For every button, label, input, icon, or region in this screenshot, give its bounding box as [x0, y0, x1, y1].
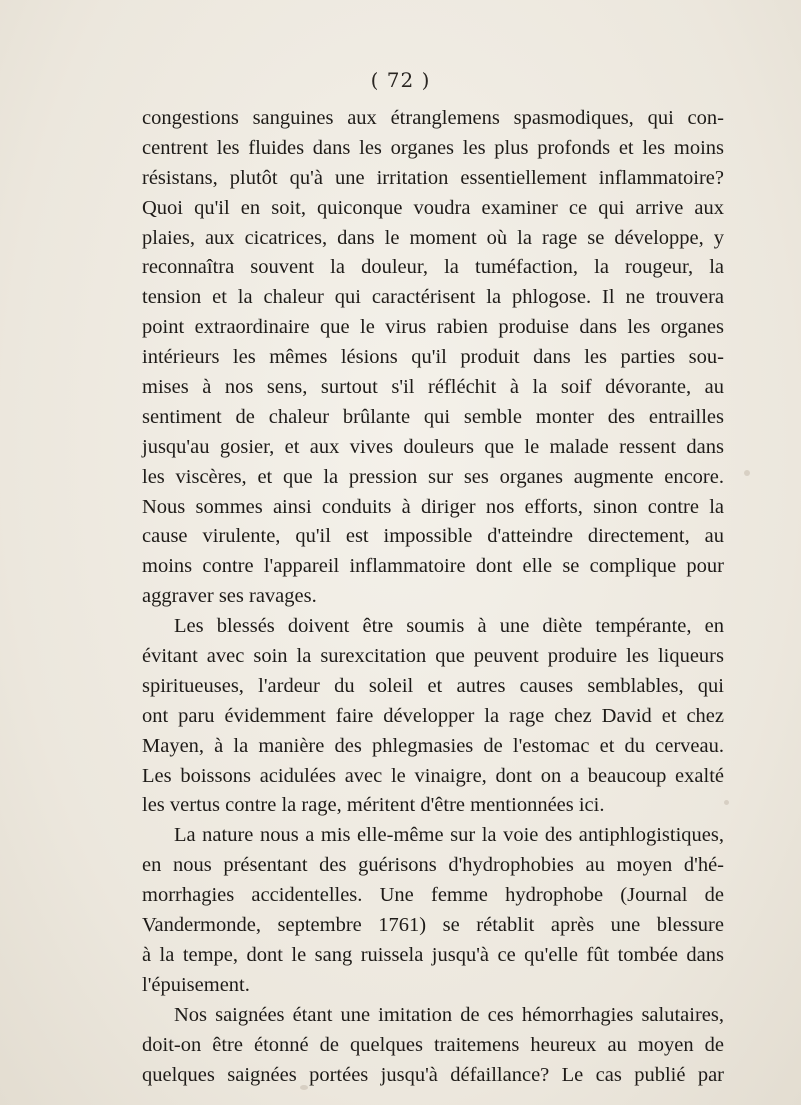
text-line: Les blessés doivent être soumis à une diète tempérante, en: [174, 615, 724, 638]
page-number: ( 72 ): [370, 68, 431, 92]
text-line: La nature nous a mis elle-même sur la voie des antiphlogistiques,: [174, 824, 724, 847]
text-line: Les boissons acidulées avec le vinaigre, dont on a beaucoup exalté: [142, 764, 724, 787]
text-line: en nous présentant des guérisons d'hydrophobies au moyen d'hé-: [142, 854, 724, 877]
text-line: mises à nos sens, surtout s'il réfléchit à la soif dévorante, au: [142, 376, 724, 399]
text-line: reconnaîtra souvent la douleur, la tuméfaction, la rougeur, la: [142, 256, 724, 279]
text-line: les viscères, et que la pression sur ses organes augmente encore.: [142, 465, 724, 488]
text-line: les vertus contre la rage, méritent d'être mentionnées ici.: [142, 794, 605, 817]
text-line: cause virulente, qu'il est impossible d'atteindre directement, au: [142, 525, 724, 548]
text-line: moins contre l'appareil inflammatoire dont elle se complique pour: [142, 555, 724, 578]
paper-stain: [744, 470, 750, 476]
text-line: résistans, plutôt qu'à une irritation essentiellement inflammatoire?: [142, 166, 724, 189]
text-line: congestions sanguines aux étranglemens spasmodiques, qui con-: [142, 107, 724, 129]
paper-stain: [724, 800, 729, 805]
text-line: Nous sommes ainsi conduits à diriger nos efforts, sinon contre la: [142, 495, 724, 518]
text-line: l'épuisement.: [142, 973, 250, 996]
text-line: quelques saignées portées jusqu'à défaillance? Le cas publié par: [142, 1063, 724, 1086]
text-line: aggraver ses ravages.: [142, 585, 317, 608]
text-line: point extraordinaire que le virus rabien produise dans les organes: [142, 316, 724, 339]
text-line: évitant avec soin la surexcitation que peuvent produire les liqueurs: [142, 645, 724, 668]
body-text: [142, 104, 724, 1090]
text-line: doit-on être étonné de quelques traitemens heureux au moyen de: [142, 1033, 724, 1056]
text-line: intérieurs les mêmes lésions qu'il produit dans les parties sou-: [142, 346, 724, 369]
text-line: jusqu'au gosier, et aux vives douleurs que le malade ressent dans: [142, 435, 724, 458]
text-line: à la tempe, dont le sang ruissela jusqu'à ce qu'elle fût tombée dans: [142, 943, 724, 966]
text-line: plaies, aux cicatrices, dans le moment où la rage se développe, y: [142, 226, 724, 249]
text-line: Nos saignées étant une imitation de ces hémorrhagies salutaires,: [174, 1003, 724, 1026]
text-line: Quoi qu'il en soit, quiconque voudra examiner ce qui arrive aux: [142, 196, 724, 219]
text-line: morrhagies accidentelles. Une femme hydrophobe (Journal de: [142, 884, 724, 907]
text-line: tension et la chaleur qui caractérisent la phlogose. Il ne trouvera: [142, 286, 724, 309]
text-line: centrent les fluides dans les organes les plus profonds et les moins: [142, 136, 724, 159]
text-line: ont paru évidemment faire développer la rage chez David et chez: [142, 704, 724, 727]
text-line: Mayen, à la manière des phlegmasies de l'estomac et du cerveau.: [142, 734, 724, 757]
text-line: spiritueuses, l'ardeur du soleil et autres causes semblables, qui: [142, 674, 724, 697]
text-line: Vandermonde, septembre 1761) se rétablit après une blessure: [142, 914, 724, 937]
text-line: sentiment de chaleur brûlante qui semble monter des entrailles: [142, 405, 724, 428]
